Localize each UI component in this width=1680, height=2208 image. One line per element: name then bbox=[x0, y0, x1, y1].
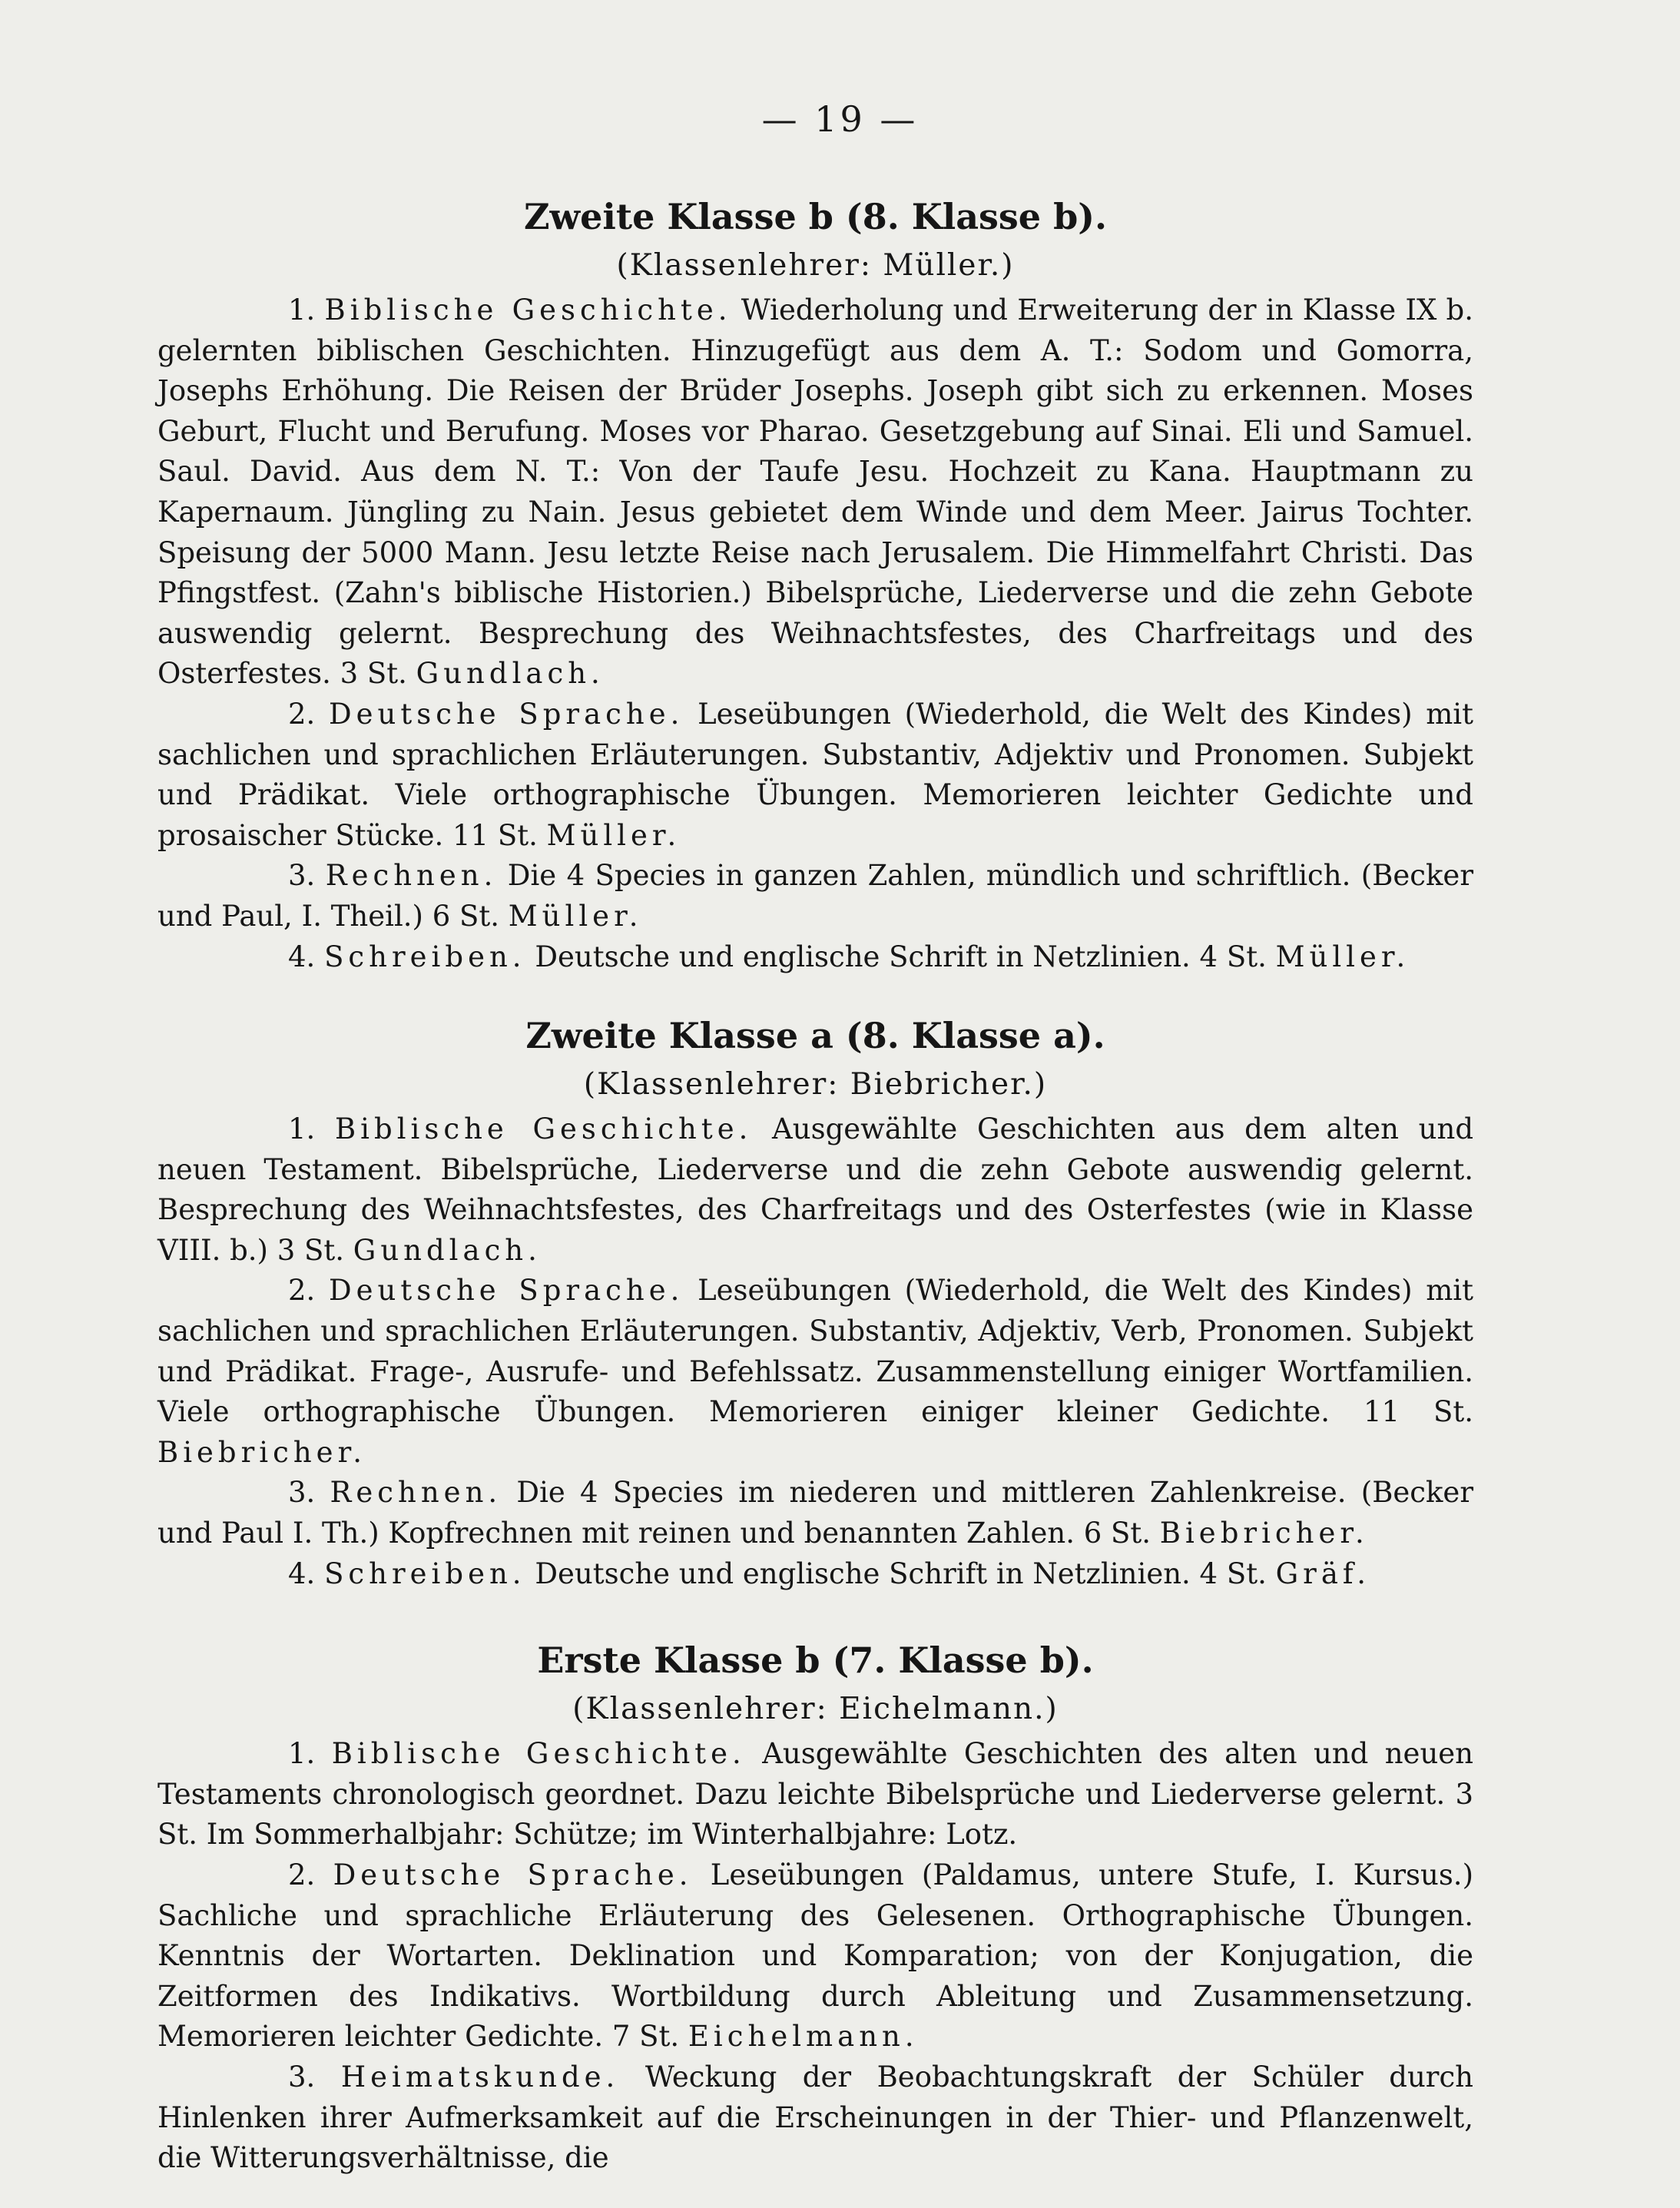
item-number: 2. bbox=[288, 697, 316, 731]
section-title: Erste Klasse b (7. Klasse b). bbox=[537, 1639, 1094, 1682]
teacher-name: Eichelmann. bbox=[688, 2020, 919, 2054]
subject-paragraph bbox=[157, 1271, 1473, 1473]
subject-text: Leseübungen (Wiederhold, die Welt des Kindes) mit sachlichen und sprachlichen Erläuterungen. Substantiv, Adjektiv, Verb, Pronomen. Subjekt und Prädikat. Frage-, Ausrufe- und Befehlssatz. Zusammenstellung einiger Wortfamilien. Viele orthographische Übungen. Memorieren einiger kleiner Gedichte. 11 St. bbox=[157, 1274, 1473, 1429]
item-number: 3. bbox=[288, 1476, 316, 1510]
item-number: 4. bbox=[288, 940, 316, 973]
subject-paragraph bbox=[157, 1734, 1473, 1855]
subject-name: Rechnen. bbox=[330, 1476, 502, 1510]
subject-name: Biblische Geschichte. bbox=[331, 1737, 746, 1771]
subject-text: Leseübungen (Wiederhold, die Welt des Kindes) mit sachlichen und sprachlichen Erläuterungen. Substantiv, Adjektiv und Pronomen. Subjekt und Prädikat. Viele orthographische Übungen. Memorieren leichter Gedichte und prosaischer Stücke. 11 St. bbox=[157, 697, 1473, 852]
section-spacer bbox=[157, 977, 1473, 1011]
section-spacer bbox=[157, 1594, 1473, 1636]
subject-name: Deutsche Sprache. bbox=[329, 697, 684, 731]
subject-name: Schreiben. bbox=[324, 1557, 526, 1590]
item-number: 1. bbox=[288, 1112, 316, 1146]
teacher-name: Müller. bbox=[546, 818, 681, 852]
subject-name: Rechnen. bbox=[325, 859, 498, 893]
teacher-name: Gundlach. bbox=[416, 657, 605, 691]
subject-paragraph bbox=[157, 290, 1473, 695]
subject-name: Schreiben. bbox=[324, 940, 526, 973]
subject-text: Leseübungen (Paldamus, untere Stufe, I. Kursus.) Sachliche und sprachliche Erläuterung des Gelesenen. Orthographische Übungen. Kenntnis der Wortarten. Deklination und Komparation; von der Konjugation, die Zeitformen des Indikativs. Wortbildung durch Ableitung und Zusammensetzung. Memorieren leichter Gedichte. 7 St. bbox=[157, 1858, 1474, 2054]
section-title: Zweite Klasse b (8. Klasse b). bbox=[523, 196, 1108, 237]
subject-paragraph bbox=[157, 937, 1473, 978]
subject-name: Biblische Geschichte. bbox=[334, 1112, 753, 1146]
teacher-name: Müller. bbox=[1275, 940, 1410, 973]
subject-text: Ausgewählte Geschichten aus dem alten und neuen Testament. Bibelsprüche, Liederverse und die zehn Gebote auswendig gelernt. Besprechung des Weihnachtsfestes, des Charfreitags und des Osterfestes (wie in Klasse VIII. b.) 3 St. bbox=[157, 1112, 1473, 1267]
item-number: 2. bbox=[288, 1274, 316, 1308]
subject-text: Ausgewählte Geschichten des alten und neuen Testaments chronologisch geordnet. Dazu leichte Bibelsprüche und Liederverse gelernt. 3 St. Im Sommerhalbjahr: Schütze; im Winterhalbjahre: Lotz. bbox=[157, 1737, 1474, 1852]
subject-paragraph bbox=[157, 2057, 1473, 2179]
item-number: 3. bbox=[288, 2060, 316, 2094]
section-title: Zweite Klasse a (8. Klasse a). bbox=[525, 1015, 1105, 1057]
section-teacher: (Klassenlehrer: Müller.) bbox=[616, 248, 1015, 283]
subject-name: Deutsche Sprache. bbox=[329, 1274, 684, 1308]
teacher-name: Biebricher. bbox=[1159, 1517, 1369, 1550]
teacher-name: Müller. bbox=[508, 899, 643, 933]
subject-name: Deutsche Sprache. bbox=[333, 1858, 693, 1891]
subject-text: Weckung der Beobachtungskraft der Schüler durch Hinlenken ihrer Aufmerksamkeit auf die Erscheinungen in der Thier- und Pflanzenwelt, die Witterungsverhältnisse, die bbox=[157, 2060, 1474, 2175]
subject-paragraph bbox=[157, 856, 1473, 937]
subject-text: Wiederholung und Erweiterung der in Klasse IX b. gelernten biblischen Geschichten. Hinzugefügt aus dem A. T.: Sodom und Gomorra, Josephs Erhöhung. Die Reisen der Brüder Josephs. Joseph gibt sich zu erkennen. Moses Geburt, Flucht und Berufung. Moses vor Pharao. Gesetzgebung auf Sinai. Eli und Samuel. Saul. David. Aus dem N. T.: Von der Taufe Jesu. Hochzeit zu Kana. Hauptmann zu Kapernaum. Jüngling zu Nain. Jesus gebietet dem Winde und dem Meer. Jairus Tochter. Speisung der 5000 Mann. Jesu letzte Reise nach Jerusalem. Die Himmelfahrt Christi. Das Pfingstfest. (Zahn's biblische Historien.) Bibelsprüche, Liederverse und die zehn Gebote auswendig gelernt. Besprechung des Weihnachtsfestes, des Charfreitags und des Osterfestes. 3 St. bbox=[157, 293, 1473, 691]
item-number: 3. bbox=[288, 859, 316, 893]
section-teacher: (Klassenlehrer: Eichelmann.) bbox=[572, 1692, 1059, 1727]
subject-paragraph bbox=[157, 1109, 1473, 1271]
section-teacher: (Klassenlehrer: Biebricher.) bbox=[583, 1067, 1048, 1102]
item-number: 2. bbox=[288, 1858, 316, 1891]
subject-text: Die 4 Species in ganzen Zahlen, mündlich und schriftlich. (Becker und Paul, I. Theil.) 6 St. bbox=[157, 859, 1474, 933]
subject-paragraph bbox=[157, 1855, 1473, 2057]
teacher-name: Biebricher. bbox=[157, 1435, 366, 1469]
page-content bbox=[157, 192, 1473, 2179]
subject-text: Deutsche und englische Schrift in Netzlinien. 4 St. bbox=[535, 940, 1267, 973]
page-number: — 19 — bbox=[761, 98, 919, 140]
item-number: 1. bbox=[288, 1737, 316, 1771]
subject-paragraph bbox=[157, 695, 1473, 856]
subject-paragraph bbox=[157, 1473, 1473, 1553]
subject-paragraph bbox=[157, 1554, 1473, 1595]
subject-name: Heimatskunde. bbox=[340, 2060, 620, 2094]
item-number: 4. bbox=[288, 1557, 316, 1590]
teacher-name: Gundlach. bbox=[353, 1233, 542, 1267]
subject-name: Biblische Geschichte. bbox=[324, 293, 732, 327]
item-number: 1. bbox=[288, 293, 316, 327]
subject-text: Die 4 Species im niederen und mittleren Zahlenkreise. (Becker und Paul I. Th.) Kopfrechnen mit reinen und benannten Zahlen. 6 St. bbox=[157, 1476, 1474, 1550]
subject-text: Deutsche und englische Schrift in Netzlinien. 4 St. bbox=[535, 1557, 1267, 1590]
teacher-name: Gräf. bbox=[1275, 1557, 1371, 1590]
